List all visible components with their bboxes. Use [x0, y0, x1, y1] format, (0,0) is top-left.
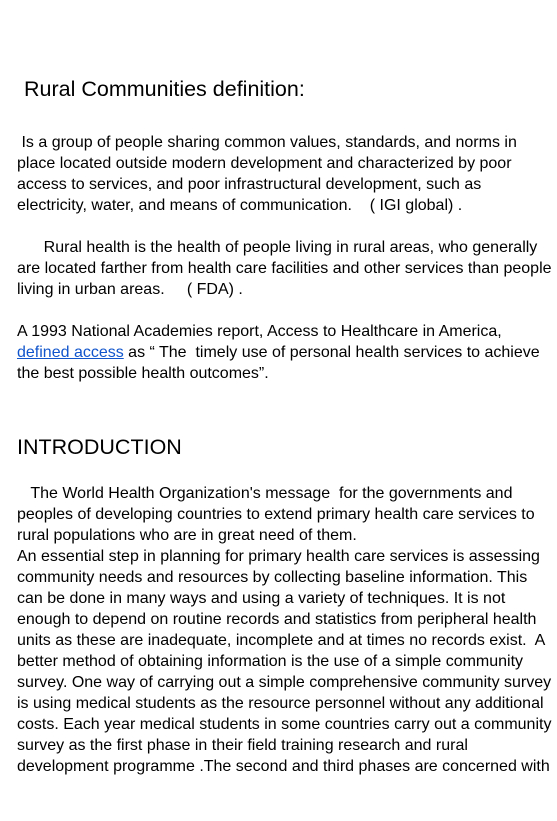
- access-paragraph-prefix: A 1993 National Academies report, Access to Healthcare in America,: [17, 323, 507, 340]
- introduction-paragraph-2: An essential step in planning for primary health care services is assessing community needs and resources by collecting baseline information. This can be done in many ways and using a variety of techniques. It is not enough to depend on routine records and statistics from peripheral health units as these are inadequate, incomplete and at times no records exist. A better method of obtaining information is the use of a simple community survey. One way of carrying out a simple comprehensive community survey is using medical students as the resource personnel without any additional costs. Each year medical students in some countries carry out a community survey as the first phase in their field training research and rural development programme .The second and third phases are concerned with: [17, 548, 556, 775]
- defined-access-link[interactable]: defined access: [17, 344, 124, 361]
- introduction-heading: INTRODUCTION: [17, 435, 182, 459]
- access-paragraph-suffix: as “ The timely use of personal health services to achieve the best possible health outcomes”.: [17, 344, 545, 382]
- rural-health-paragraph: Rural health is the health of people living in rural areas, who generally are located farther from health care facilities and other services than people living in urban areas. ( FDA) .: [17, 239, 556, 298]
- section-title-rural-communities: Rural Communities definition:: [24, 77, 305, 101]
- access-paragraph: [17, 321, 553, 384]
- definition-paragraph: Is a group of people sharing common values, standards, and norms in place located outside modern development and characterized by poor access to services, and poor infrastructural development, such as electricity, water, and means of communication. ( IGI global) .: [17, 134, 522, 214]
- introduction-paragraph-1: The World Health Organization's message for the governments and peoples of developing countries to extend primary health care services to rural populations who are in great need of them.: [17, 485, 540, 544]
